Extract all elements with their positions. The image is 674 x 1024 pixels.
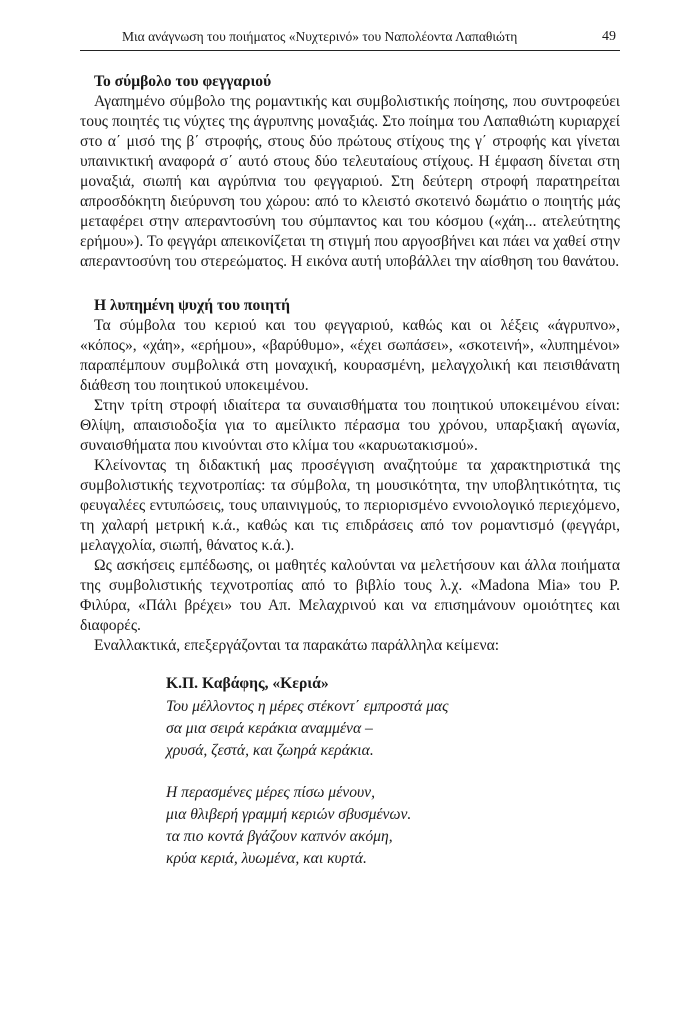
- poem-title: Κ.Π. Καβάφης, «Κεριά»: [166, 675, 329, 692]
- poem-excerpt: [166, 674, 620, 870]
- poem-line: τα πιο κοντά βγάζουν καπνόν ακόμη,: [166, 828, 393, 845]
- paragraph: Στην τρίτη στροφή ιδιαίτερα τα συναισθήματα του ποιητικού υποκειμένου είναι: Θλίψη, απαισιοδοξία για το αμείλικτο πέρασμα του χρόνου, υπαρξιακή αγωνία, συναισθήματα που κινούνται στο κλίμα του «καρυωτακισμού».: [80, 397, 620, 454]
- page-number: 49: [602, 29, 616, 44]
- poem-line: χρυσά, ζεστά, και ζωηρά κεράκια.: [166, 742, 374, 759]
- main-text: [80, 72, 620, 870]
- section-moon-symbol: [80, 72, 620, 272]
- poem-line: κρύα κεριά, λυωμένα, και κυρτά.: [166, 850, 367, 867]
- paragraph: Τα σύμβολα του κεριού και του φεγγαριού, καθώς και οι λέξεις «άγρυπνο», «κόπος», «χάη», «ερήμου», «βαρύθυμο», «έχει σωπάσει», «σκοτεινή», «λυπημένοι» παραπέμπουν συμβολικά στη μοναχική, κουρασμένη, μελαγχολική και πεισιθάνατη διάθεση του ποιητικού υποκειμένου.: [80, 317, 620, 394]
- paragraph: Αγαπημένο σύμβολο της ρομαντικής και συμβολιστικής ποίησης, που συντροφεύει τους ποιητές τις νύχτες της άγρυπνης μοναξιάς. Στο ποίημα του Λαπαθιώτη κυριαρχεί στο α΄ μισό της β΄ στροφής, στους δύο πρώτους στίχους της γ΄ στροφής και γίνεται υπαινικτική αναφορά σ΄ αυτό στους δύο τελευταίους στίχους. Η έμφαση δίνεται στη μοναξιά, σιωπή και αγρύπνια του φεγγαριού. Στη δεύτερη στροφή παρατηρείται απροσδόκητη διεύρυνση του χώρου: από το κλειστό σκοτεινό δωμάτιο ο ποιητής μάς μεταφέρει στην απεραντοσύνη του σύμπαντος και του κόσμου («χάη... ατελεύτητης ερήμου»). Το φεγγάρι απεικονίζεται τη στιγμή που αργοσβήνει και πάει να χαθεί στην απεραντοσύνη του στερεώματος. Η εικόνα αυτή υποβάλλει την αίσθηση του θανάτου.: [80, 93, 620, 270]
- section-heading: Το σύμβολο του φεγγαριού: [94, 73, 272, 90]
- paragraph: Εναλλακτικά, επεξεργάζονται τα παρακάτω παράλληλα κείμενα:: [94, 637, 500, 654]
- poem-stanza: [166, 782, 620, 870]
- stanza-spacer: [166, 762, 620, 782]
- poem-line: Η περασμένες μέρες πίσω μένουν,: [166, 784, 375, 801]
- poem-line: Του μέλλοντος η μέρες στέκοντ΄ εμπροστά μας: [166, 698, 449, 715]
- poem-line: μια θλιβερή γραμμή κεριών σβυσμένων.: [166, 806, 412, 823]
- paragraph: Ως ασκήσεις εμπέδωσης, οι μαθητές καλούνται να μελετήσουν και άλλα ποιήματα της συμβολιστικής τεχνοτροπίας από το βιβλίο τους λ.χ. «Madona Mia» του Ρ. Φιλύρα, «Πάλι βρέχει» του Απ. Μελαχρινού και να επισημάνουν ομοιότητες και διαφορές.: [80, 557, 620, 634]
- running-header: [80, 28, 620, 51]
- section-sad-soul: [80, 296, 620, 656]
- paragraph: Κλείνοντας τη διδακτική μας προσέγγιση αναζητούμε τα χαρακτηριστικά της συμβολιστικής τεχνοτροπίας: τα σύμβολα, τη μουσικότητα, την υποβλητικότητα, τις φευγαλέες εντυπώσεις, τους υπαινιγμούς, το περιορισμένο εννοιολογικό περιεχόμενο, τη χαλαρή μετρική κ.ά., καθώς και τις επιδράσεις από τον ρομαντισμό (φεγγάρι, μελαγχολία, σιωπή, θάνατος κ.ά.).: [80, 457, 620, 554]
- section-spacer: [80, 272, 620, 296]
- poem-stanza: [166, 696, 620, 762]
- poem-line: σα μια σειρά κεράκια αναμμένα –: [166, 720, 373, 737]
- section-heading: Η λυπημένη ψυχή του ποιητή: [94, 297, 291, 314]
- running-title: Μια ανάγνωση του ποιήματος «Νυχτερινό» του Ναπολέοντα Λαπαθιώτη: [122, 29, 518, 44]
